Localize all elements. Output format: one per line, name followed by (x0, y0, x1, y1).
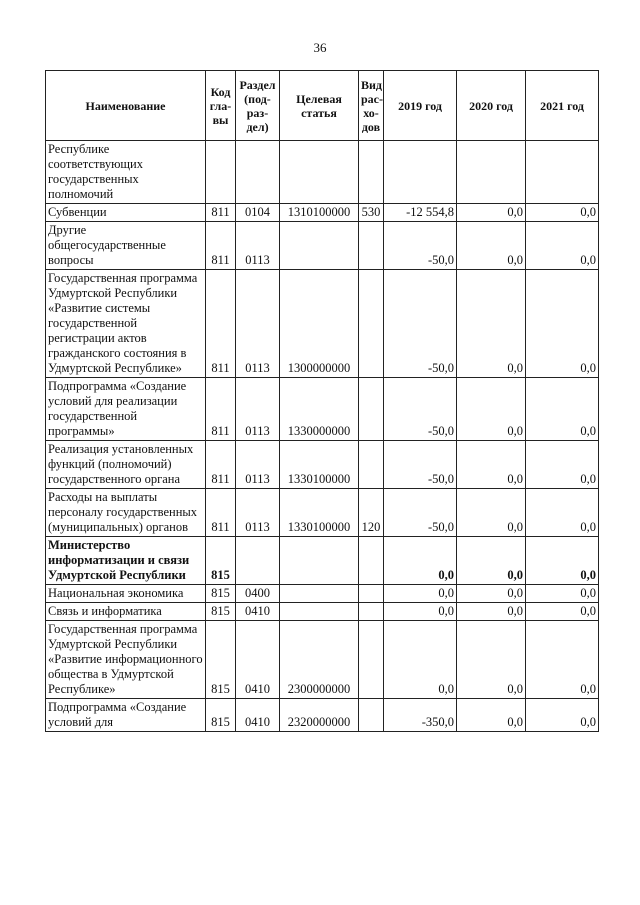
row-2020: 0,0 (457, 699, 526, 732)
row-2019: 0,0 (384, 537, 457, 585)
row-section: 0400 (236, 585, 280, 603)
row-name: Реализация установленных функций (полномочий) государственного органа (46, 441, 206, 489)
row-name: Другие общегосударственные вопросы (46, 222, 206, 270)
row-2019: -12 554,8 (384, 204, 457, 222)
row-target: 2320000000 (280, 699, 359, 732)
row-2019: 0,0 (384, 621, 457, 699)
row-section: 0113 (236, 222, 280, 270)
row-2019: -50,0 (384, 270, 457, 378)
row-section: 0410 (236, 621, 280, 699)
row-type (359, 585, 384, 603)
row-2020: 0,0 (457, 378, 526, 441)
row-section: 0113 (236, 441, 280, 489)
row-code: 815 (206, 585, 236, 603)
header-2019: 2019 год (384, 71, 457, 141)
page-number: 36 (313, 40, 327, 55)
row-2021: 0,0 (526, 603, 599, 621)
row-2021: 0,0 (526, 489, 599, 537)
row-type (359, 537, 384, 585)
row-section: 0104 (236, 204, 280, 222)
table-row (46, 141, 599, 204)
table-row (46, 603, 599, 621)
row-code: 811 (206, 489, 236, 537)
row-name: Государственная программа Удмуртской Республики «Развитие системы государственной регистрации актов гражданского состояния в Удмуртской Республике» (46, 270, 206, 378)
row-2021 (526, 141, 599, 204)
table-row (46, 699, 599, 732)
row-2020: 0,0 (457, 585, 526, 603)
row-target: 1310100000 (280, 204, 359, 222)
row-2021: 0,0 (526, 270, 599, 378)
row-target (280, 603, 359, 621)
table-row (46, 585, 599, 603)
row-2020: 0,0 (457, 204, 526, 222)
row-code: 811 (206, 204, 236, 222)
row-code: 811 (206, 378, 236, 441)
row-code: 815 (206, 699, 236, 732)
row-section: 0113 (236, 270, 280, 378)
header-2020: 2020 год (457, 71, 526, 141)
row-code: 811 (206, 222, 236, 270)
row-2021: 0,0 (526, 537, 599, 585)
row-type (359, 270, 384, 378)
row-2021: 0,0 (526, 378, 599, 441)
row-section: 0113 (236, 489, 280, 537)
row-name: Субвенции (46, 204, 206, 222)
row-target: 1330100000 (280, 489, 359, 537)
row-2019: -350,0 (384, 699, 457, 732)
row-2020: 0,0 (457, 621, 526, 699)
row-2021: 0,0 (526, 585, 599, 603)
header-type: Вид рас- хо- дов (359, 71, 384, 141)
row-code: 815 (206, 621, 236, 699)
row-2020 (457, 141, 526, 204)
row-target: 1330100000 (280, 441, 359, 489)
budget-table (45, 70, 599, 732)
row-name: Связь и информатика (46, 603, 206, 621)
row-2021: 0,0 (526, 441, 599, 489)
table-row (46, 621, 599, 699)
row-code: 811 (206, 441, 236, 489)
table-row (46, 441, 599, 489)
row-name: Министерство информатизации и связи Удмуртской Республики (46, 537, 206, 585)
row-section: 0410 (236, 603, 280, 621)
row-type (359, 621, 384, 699)
table-body (46, 141, 599, 732)
row-2021: 0,0 (526, 204, 599, 222)
row-2020: 0,0 (457, 441, 526, 489)
table-row (46, 222, 599, 270)
header-row (46, 71, 599, 141)
row-type (359, 441, 384, 489)
row-code: 815 (206, 603, 236, 621)
table-row (46, 378, 599, 441)
row-target: 2300000000 (280, 621, 359, 699)
row-section (236, 141, 280, 204)
row-type (359, 603, 384, 621)
row-type: 530 (359, 204, 384, 222)
row-target: 1300000000 (280, 270, 359, 378)
row-code (206, 141, 236, 204)
row-2019: -50,0 (384, 489, 457, 537)
row-type (359, 141, 384, 204)
row-2021: 0,0 (526, 699, 599, 732)
row-target (280, 585, 359, 603)
row-name: Расходы на выплаты персоналу государственных (муниципальных) органов (46, 489, 206, 537)
header-2021: 2021 год (526, 71, 599, 141)
row-2019: 0,0 (384, 585, 457, 603)
row-2020: 0,0 (457, 537, 526, 585)
row-2019 (384, 141, 457, 204)
row-2019: -50,0 (384, 222, 457, 270)
row-target (280, 141, 359, 204)
row-2020: 0,0 (457, 603, 526, 621)
table-row (46, 489, 599, 537)
row-target (280, 222, 359, 270)
row-type (359, 378, 384, 441)
row-2019: -50,0 (384, 378, 457, 441)
table-row (46, 204, 599, 222)
row-2020: 0,0 (457, 270, 526, 378)
row-2019: -50,0 (384, 441, 457, 489)
row-code: 811 (206, 270, 236, 378)
row-section: 0410 (236, 699, 280, 732)
row-target: 1330000000 (280, 378, 359, 441)
row-section: 0113 (236, 378, 280, 441)
row-2019: 0,0 (384, 603, 457, 621)
row-2020: 0,0 (457, 489, 526, 537)
row-name: Подпрограмма «Создание условий для реализации государственной программы» (46, 378, 206, 441)
row-2020: 0,0 (457, 222, 526, 270)
row-type (359, 699, 384, 732)
row-code: 815 (206, 537, 236, 585)
header-target: Целевая статья (280, 71, 359, 141)
row-2021: 0,0 (526, 222, 599, 270)
header-name: Наименование (46, 71, 206, 141)
row-section (236, 537, 280, 585)
row-type: 120 (359, 489, 384, 537)
header-section: Раздел (под- раз- дел) (236, 71, 280, 141)
row-name: Подпрограмма «Создание условий для (46, 699, 206, 732)
row-target (280, 537, 359, 585)
table-row (46, 537, 599, 585)
row-type (359, 222, 384, 270)
row-name: Республике соответствующих государственных полномочий (46, 141, 206, 204)
row-name: Государственная программа Удмуртской Республики «Развитие информационного общества в Удмуртской Республике» (46, 621, 206, 699)
table-row (46, 270, 599, 378)
row-2021: 0,0 (526, 621, 599, 699)
row-name: Национальная экономика (46, 585, 206, 603)
header-code: Код гла- вы (206, 71, 236, 141)
